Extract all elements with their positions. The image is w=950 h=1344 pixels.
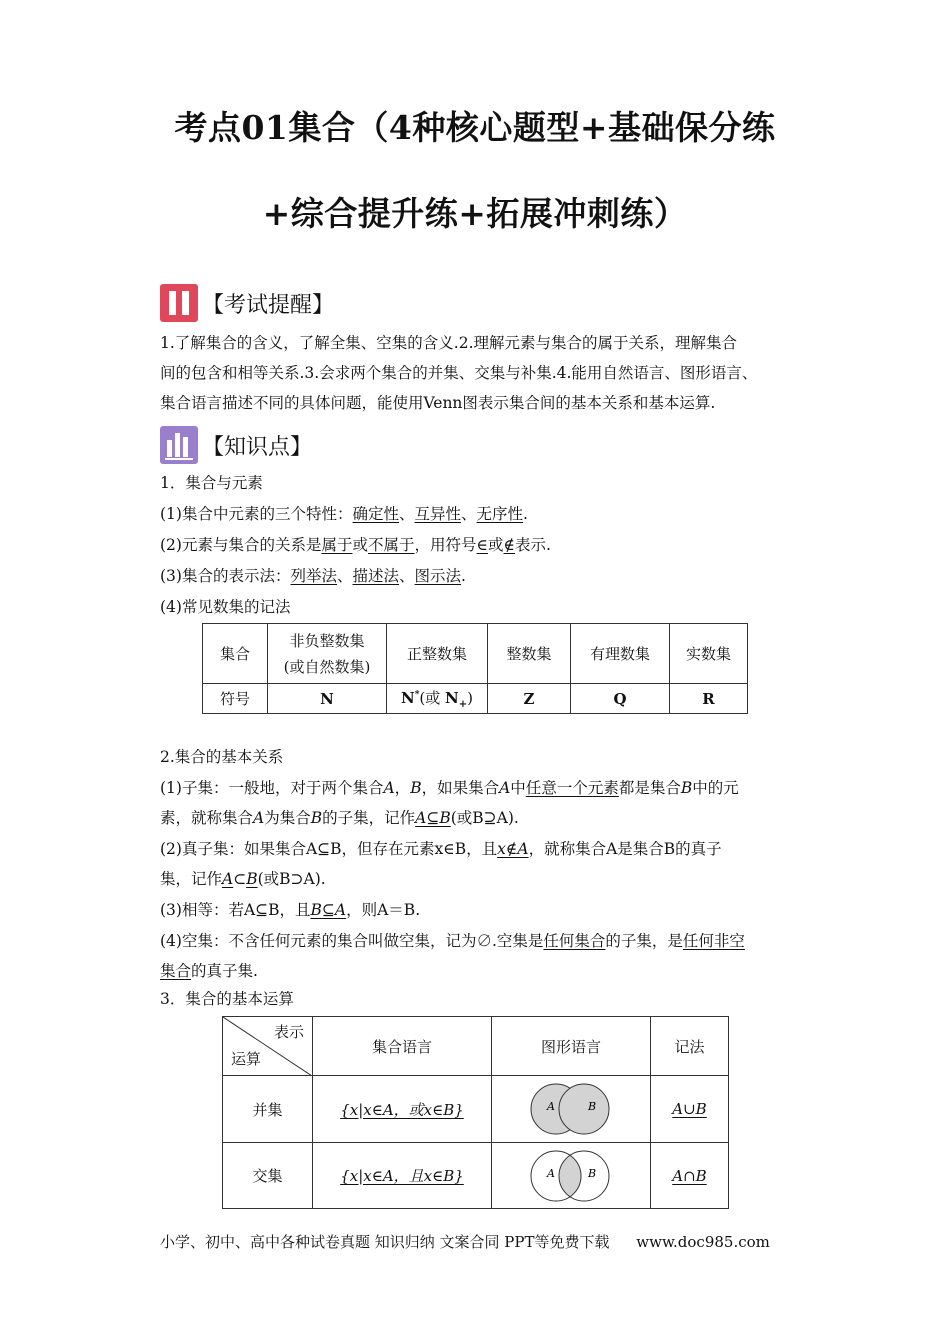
intersection-venn-diagram xyxy=(526,1147,616,1205)
table-cell: 并集 xyxy=(223,1076,313,1143)
table-cell: 实数集 xyxy=(670,624,748,684)
table-cell: A∩B xyxy=(651,1143,729,1209)
footer-url[interactable]: www.doc985.com xyxy=(636,1233,770,1251)
footer xyxy=(160,1231,770,1252)
exam-reminder-header xyxy=(160,283,334,323)
svg-text:B: B xyxy=(588,1166,597,1180)
k2-proper-line2: 集，记作A⊂B(或B⊃A). xyxy=(160,870,326,888)
k2-empty-line2: 集合的真子集. xyxy=(160,962,258,980)
exam-line-1: 1.了解集合的含义，了解全集、空集的含义.2.理解元素与集合的属于关系，理解集合 xyxy=(160,334,738,352)
table-cell: Q xyxy=(571,684,670,714)
union-venn-diagram xyxy=(526,1080,616,1138)
table-cell: 交集 xyxy=(223,1143,313,1209)
set-operation-table xyxy=(222,1016,729,1209)
table-cell xyxy=(492,1076,651,1143)
svg-text:A: A xyxy=(547,1166,555,1180)
k2-subset-line1: (1)子集：一般地，对于两个集合A，B，如果集合A中任意一个元素都是集合B中的元 xyxy=(160,779,739,797)
k1-p2: (2)元素与集合的关系是属于或不属于，用符号∈或∉表示. xyxy=(160,536,551,554)
table-cell: 记法 xyxy=(651,1017,729,1076)
bar-chart-icon xyxy=(160,426,198,464)
knowledge-header xyxy=(160,425,312,465)
table-cell: 非负整数集 (或自然数集) xyxy=(268,624,387,684)
svg-text:A: A xyxy=(547,1100,555,1113)
table-cell: R xyxy=(670,684,748,714)
table-cell: N xyxy=(268,684,387,714)
k2-subset-line2: 素，就称集合A为集合B的子集，记作A⊆B(或B⊇A). xyxy=(160,809,519,827)
table-cell: N*(或 $N_+$) xyxy=(387,684,488,714)
page-title: 考点01集合（4种核心题型+基础保分练 xyxy=(174,108,776,147)
exam-reminder-title: 【考试提醒】 xyxy=(202,292,335,318)
exam-line-2: 间的包含和相等关系.3.会求两个集合的并集、交集与补集.4.能用自然语言、图形语言、 xyxy=(160,364,758,382)
table-cell: {x|x∈A，且x∈B} xyxy=(313,1143,492,1209)
table-cell: 整数集 xyxy=(488,624,571,684)
table-cell xyxy=(492,1143,651,1209)
svg-text:B: B xyxy=(588,1100,597,1113)
table-cell: Z xyxy=(488,684,571,714)
table-cell: 集合 xyxy=(203,624,268,684)
k1-p1: (1)集合中元素的三个特性：确定性、互异性、无序性. xyxy=(160,505,528,523)
k2-equal-line: (3)相等：若A⊆B，且B⊆A，则A＝B. xyxy=(160,901,421,919)
k2-proper-line1: (2)真子集：如果集合A⊆B，但存在元素x∈B，且x∉A，就称集合A是集合B的真子 xyxy=(160,840,722,858)
number-set-table xyxy=(202,623,748,714)
table-cell: 表示 运算 xyxy=(223,1017,313,1076)
k3-heading: 3．集合的基本运算 xyxy=(160,990,294,1008)
k2-heading: 2.集合的基本关系 xyxy=(160,748,284,766)
footer-text: 小学、初中、高中各种试卷真题 知识归纳 文案合同 PPT等免费下载 xyxy=(160,1233,610,1251)
k1-p4: (4)常见数集的记法 xyxy=(160,598,291,616)
k1-p3: (3)集合的表示法：列举法、描述法、图示法. xyxy=(160,567,466,585)
table-cell: 集合语言 xyxy=(313,1017,492,1076)
table-cell: A∪B xyxy=(651,1076,729,1143)
k2-empty-line1: (4)空集：不含任何元素的集合叫做空集，记为∅.空集是任何集合的子集，是任何非空 xyxy=(160,932,745,950)
table-cell: 符号 xyxy=(203,684,268,714)
knowledge-title: 【知识点】 xyxy=(202,434,313,460)
pause-bars-icon xyxy=(160,284,198,322)
k1-heading: 1．集合与元素 xyxy=(160,474,263,492)
table-cell: 正整数集 xyxy=(387,624,488,684)
table-cell: 有理数集 xyxy=(571,624,670,684)
table-cell: 图形语言 xyxy=(492,1017,651,1076)
page-title-line2: +综合提升练+拓展冲刺练） xyxy=(262,194,688,233)
exam-line-3: 集合语言描述不同的具体问题，能使用Venn图表示集合间的基本关系和基本运算. xyxy=(160,394,716,412)
table-cell: {x|x∈A，或x∈B} xyxy=(313,1076,492,1143)
